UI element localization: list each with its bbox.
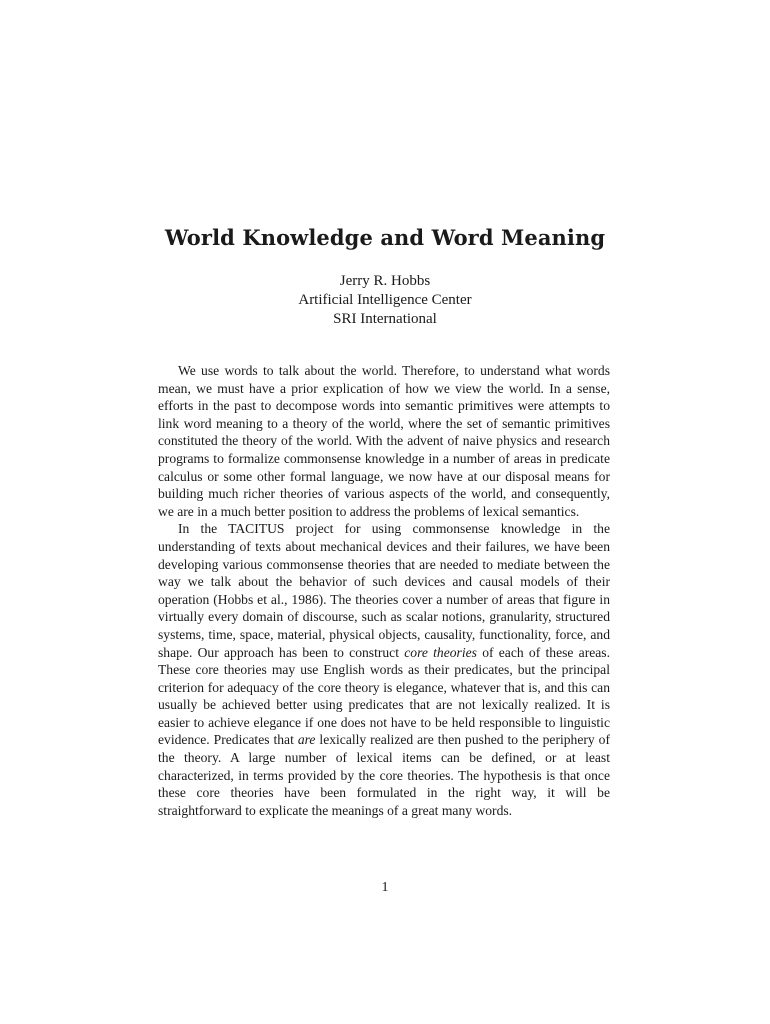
paragraph-2-emphasis-core-theories: core theories	[404, 644, 477, 660]
author-affiliation-1: Artificial Intelligence Center	[298, 292, 472, 308]
paragraph-2-part-c: lexically realized are then pushed to the periphery of the theory. A large number of lexical items can be defined, or at least characterized, in terms provided by the core theories. The hypothesis is that once these core theories have been formulated in the right way, it will be straightforward to explicate the meanings of a great many words.	[158, 732, 610, 818]
paragraph-2-part-a: In the TACITUS project for using commonsense knowledge in the understanding of texts about mechanical devices and their failures, we have been developing various commonsense theories that are needed to mediate between the way we talk about the behavior of such devices and causal models of their operation (Hobbs et al., 1986). The theories cover a number of areas that figure in virtually every domain of discourse, such as scalar notions, granularity, structured systems, time, space, material, physical objects, causality, functionality, force, and shape. Our approach has been to construct	[158, 521, 610, 660]
page-number: 1	[381, 880, 389, 895]
paper-title: World Knowledge and Word Meaning	[164, 225, 606, 250]
body-text	[158, 362, 610, 819]
paragraph-1: We use words to talk about the world. Therefore, to understand what words mean, we must have a prior explication of how we view the world. In a sense, efforts in the past to decompose words into semantic primitives were attempts to link word meaning to a theory of the world, where the set of semantic primitives constituted the theory of the world. With the advent of naive physics and research programs to formalize commonsense knowledge in a number of areas in predicate calculus or some other formal language, we now have at our disposal means for building much richer theories of various aspects of the world, and consequently, we are in a much better position to address the problems of lexical semantics.	[158, 363, 610, 519]
paragraph-2-emphasis-are: are	[297, 732, 316, 748]
paragraph-2-part-b: of each of these areas. These core theories may use English words as their predicates, but the principal criterion for adequacy of the core theory is elegance, whatever that is, and this can usually be achieved better using predicates that are not lexically realized. It is easier to achieve elegance if one does not have to be held responsible to linguistic evidence. Predicates that	[158, 644, 610, 748]
author-block	[0, 272, 770, 329]
author-name: Jerry R. Hobbs	[339, 273, 431, 289]
author-affiliation-2: SRI International	[333, 311, 437, 327]
paragraph-2	[158, 520, 610, 819]
